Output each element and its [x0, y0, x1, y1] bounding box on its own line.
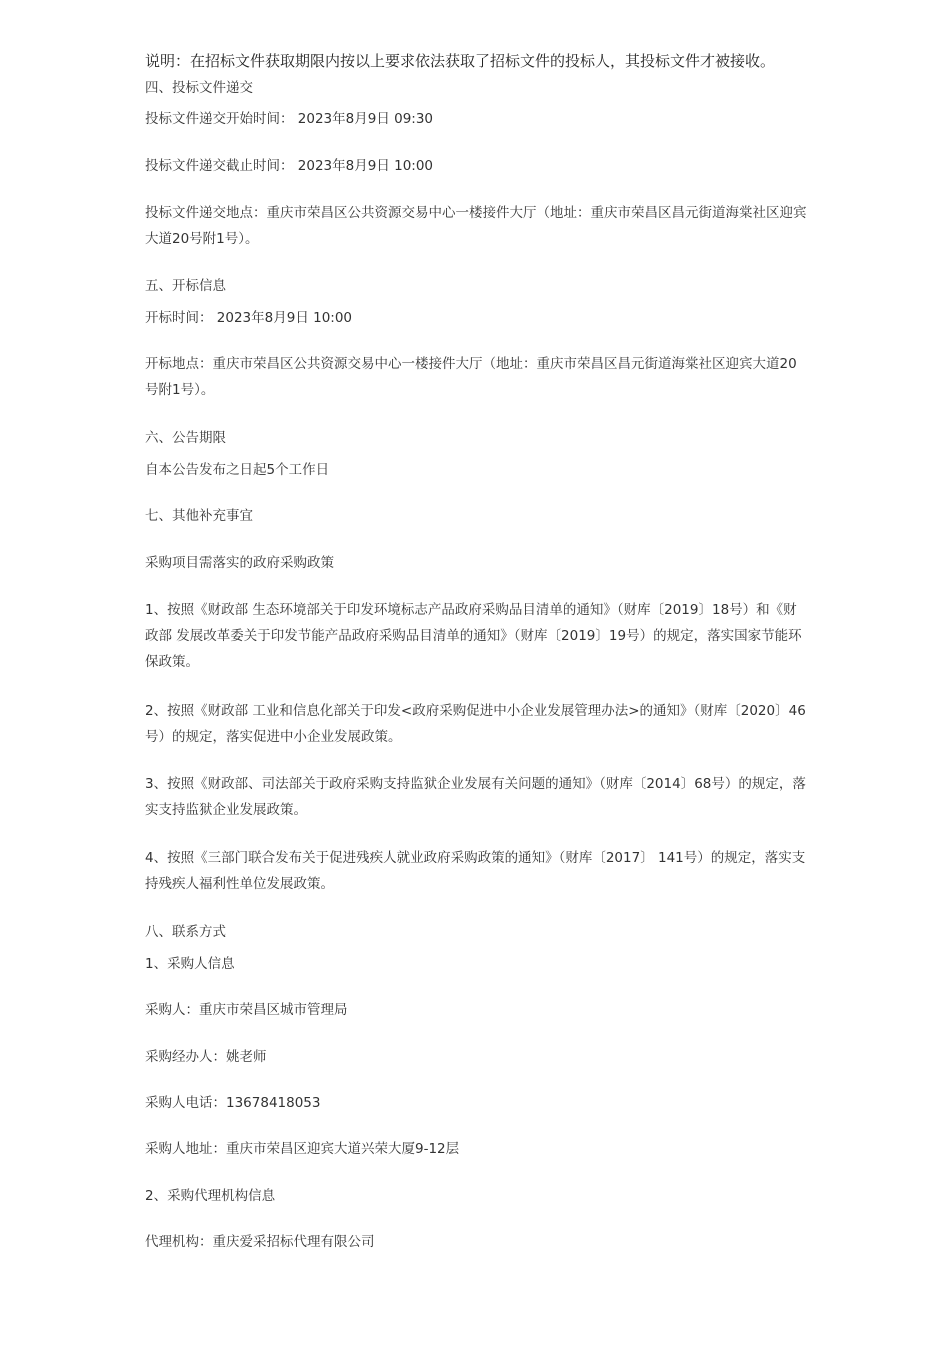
intro-note: 说明：在招标文件获取期限内按以上要求依法获取了招标文件的投标人，其投标文件才被接收。: [145, 52, 776, 70]
section-7-heading: 七、其他补充事宜: [145, 508, 253, 524]
policy-item-3: 3、按照《财政部、司法部关于政府采购支持监狱企业发展有关问题的通知》（财库〔2014〕68号）的规定，落实支持监狱企业发展政策。: [145, 776, 806, 818]
purchaser-phone: 采购人电话：13678418053: [145, 1095, 321, 1111]
bid-submission-location: 投标文件递交地点：重庆市荣昌区公共资源交易中心一楼接件大厅（地址：重庆市荣昌区昌元街道海棠社区迎宾大道20号附1号）。: [145, 205, 807, 247]
purchaser-agent: 采购经办人：姚老师: [145, 1049, 267, 1065]
policy-item-1: 1、按照《财政部 生态环境部关于印发环境标志产品政府采购品目清单的通知》（财库〔2019〕18号）和《财政部 发展改革委关于印发节能产品政府采购品目清单的通知》（财库〔2019〕19号）的规定，落实国家节能环保政策。: [145, 602, 802, 670]
agency-info-heading: 2、采购代理机构信息: [145, 1188, 276, 1204]
announcement-period: 自本公告发布之日起5个工作日: [145, 462, 330, 478]
policy-item-2: 2、按照《财政部 工业和信息化部关于印发<政府采购促进中小企业发展管理办法>的通知》（财库〔2020〕46号）的规定，落实促进中小企业发展政策。: [145, 703, 806, 745]
purchaser-name: 采购人：重庆市荣昌区城市管理局: [145, 1002, 348, 1018]
policy-title: 采购项目需落实的政府采购政策: [145, 555, 334, 571]
bid-opening-location: 开标地点：重庆市荣昌区公共资源交易中心一楼接件大厅（地址：重庆市荣昌区昌元街道海棠社区迎宾大道20号附1号）。: [145, 356, 797, 398]
section-5-heading: 五、开标信息: [145, 278, 226, 294]
purchaser-info-heading: 1、采购人信息: [145, 956, 235, 972]
section-8-heading: 八、联系方式: [145, 924, 226, 940]
bid-submission-start-time: 投标文件递交开始时间： 2023年8月9日 09:30: [145, 111, 434, 127]
bid-submission-deadline: 投标文件递交截止时间： 2023年8月9日 10:00: [145, 158, 434, 174]
bid-opening-time: 开标时间： 2023年8月9日 10:00: [145, 310, 353, 326]
purchaser-address: 采购人地址：重庆市荣昌区迎宾大道兴荣大厦9-12层: [145, 1141, 460, 1157]
agency-name: 代理机构：重庆爱采招标代理有限公司: [145, 1234, 375, 1250]
section-4-heading: 四、投标文件递交: [145, 80, 253, 96]
section-6-heading: 六、公告期限: [145, 430, 226, 446]
policy-item-4: 4、按照《三部门联合发布关于促进残疾人就业政府采购政策的通知》（财库〔2017〕 141号）的规定，落实支持残疾人福利性单位发展政策。: [145, 850, 806, 892]
